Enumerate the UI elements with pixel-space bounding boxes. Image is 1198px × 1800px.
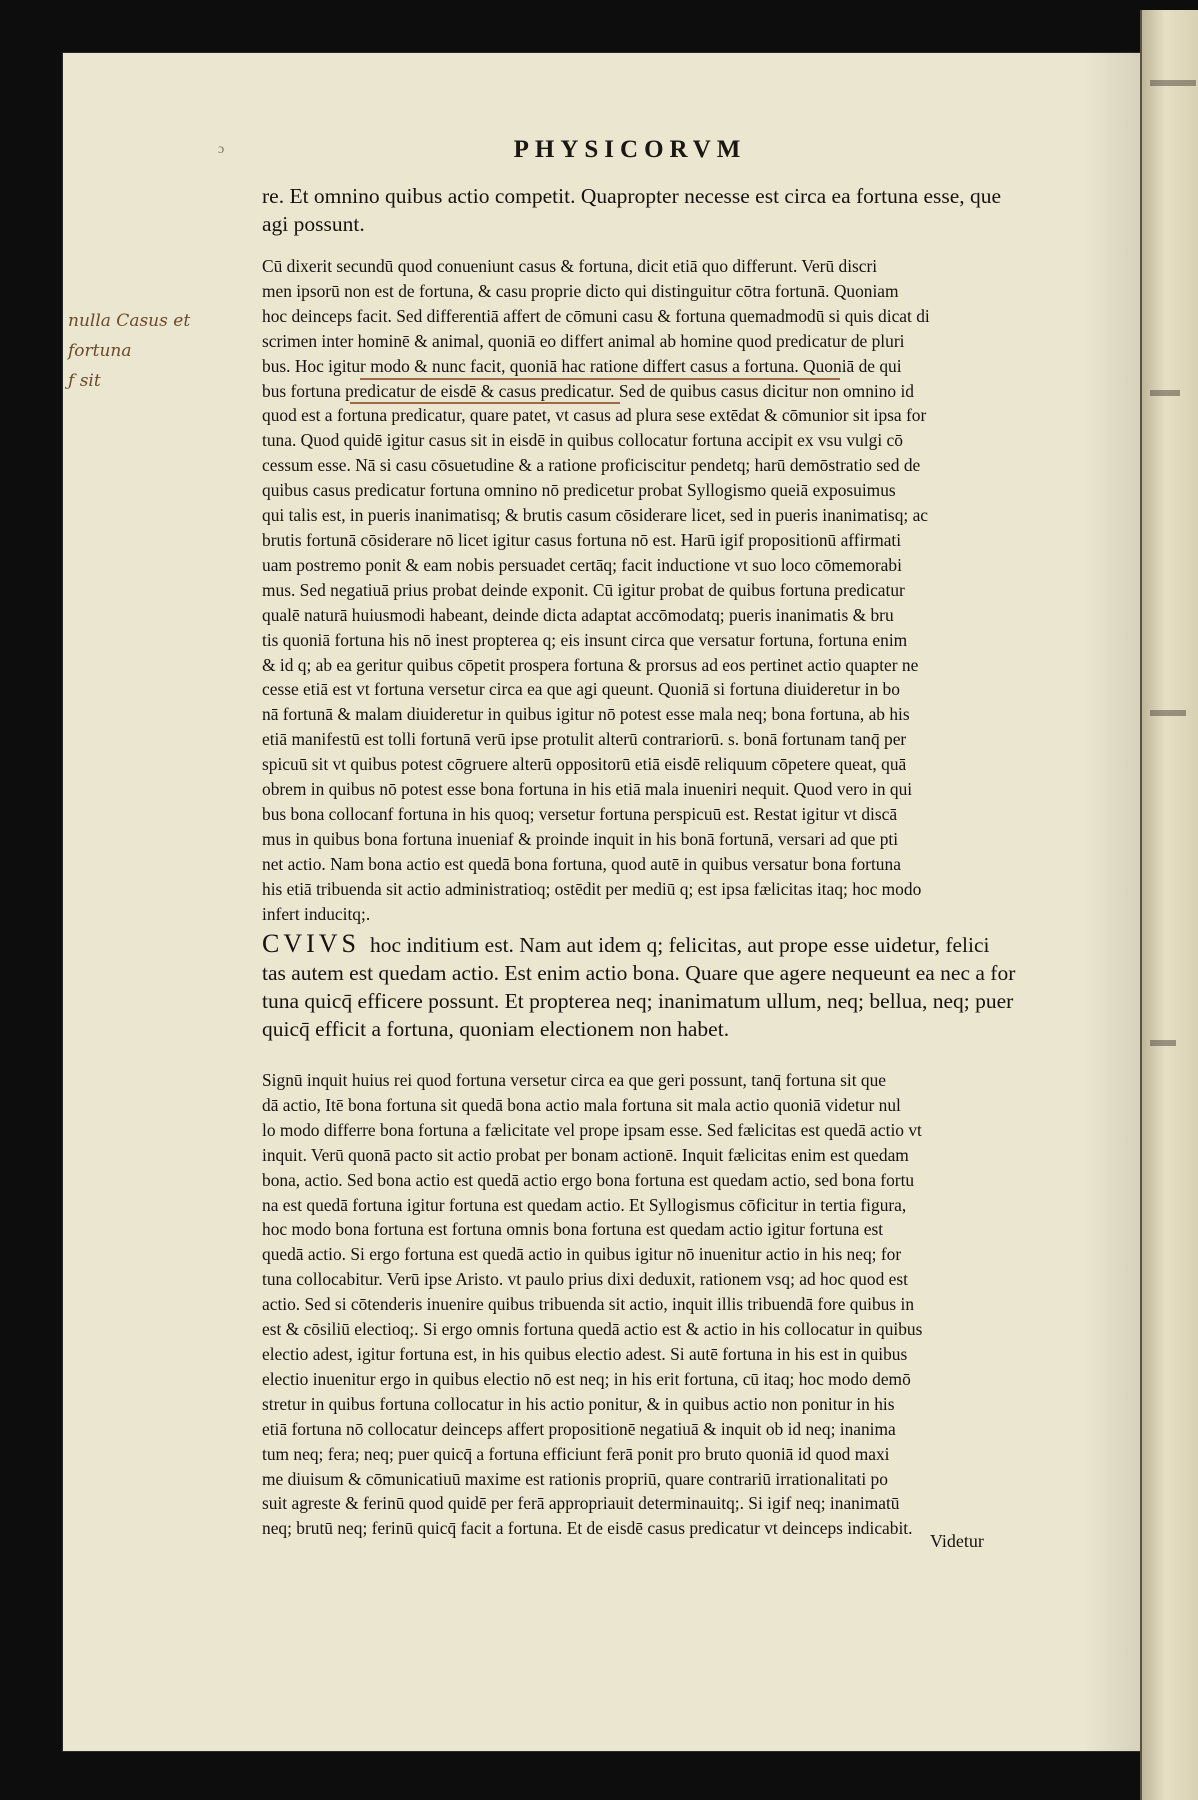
commentary-line: men ipsorū non est de fortuna, & casu proprie dicto qui distinguitur cōtra fortunā. Quoniam [262,280,899,301]
ink-underline [350,402,620,404]
running-head: PHYSICORVM [513,136,747,163]
commentary-line: & id q; ab ea geritur quibus cōpetit prospera fortuna & prorsus ad eos pertinet actio quapter ne [262,654,919,675]
commentary-line: neq; brutū neq; ferinū quicq̄ facit a fortuna. Et de eisdē casus predicatur vt deinceps indicabit. [262,1518,913,1539]
commentary-line: etiā fortuna nō collocatur deinceps affert propositionē negatiuā & inquit ob id neq; inanima [262,1418,896,1439]
commentary-line: actio. Sed si cōtenderis inuenire quibus tribuenda sit actio, inquit illis tribuendā fore quibus in [262,1294,915,1315]
commentary-line: quod est a fortuna predicatur, quare patet, vt casus ad plura sese extēdat & cōmunior sit ipsa for [262,405,927,426]
commentary-line: dā actio, Itē bona fortuna sit quedā bona actio mala fortuna sit mala actio quoniā videtur nul [262,1094,901,1115]
commentary-line: Cū dixerit secundū quod conueniunt casus & fortuna, dicit etiā quo differunt. Verū discri [262,256,878,276]
commentary-line: brutis fortunā cōsiderare nō licet igitur casus fortuna nō est. Harū igif propositionū affirmati [262,529,902,550]
text-line [262,930,1104,959]
commentary-line: nā fortunā & malam diuideretur in quibus igitur nō potest esse mala neq; bona fortuna, ab his [262,704,910,725]
commentary-line: his etiā tribuenda sit actio administratioq; ostēdit per mediū q; est ipsa fælicitas itaq; hoc modo [262,878,922,899]
commentary-line: infert inducitq;. [262,903,371,924]
commentary-line: qualē naturā huiusmodi habeant, deinde dicta adaptat accōmodatq; pueris inanimatis & bru [262,604,894,625]
commentary-line: electio inuenitur ergo in quibus electio nō est neq; in his erit fortuna, cū itaq; hoc modo demō [262,1368,911,1389]
commentary-line: est & cōsiliū electioq;. Si ergo omnis fortuna quedā actio est & actio in his collocatur in quibus [262,1319,923,1340]
text-line-rest: hoc inditium est. Nam aut idem q; felicitas, aut prope esse uidetur, felici [370,933,990,957]
commentary-line: scrimen inter hominē & animal, quoniā eo differt animal ab homine quod predicatur de pluri [262,330,905,351]
commentary-line: tis quoniā fortuna his nō inest propterea q; eis insunt circa que versatur fortuna, fortuna enim [262,629,908,650]
text-line: tas autem est quedam actio. Est enim actio bona. Quare que agere nequeunt ea nec a for [262,961,1016,985]
catchword: Videtur [930,1531,984,1551]
commentary-line: lo modo differre bona fortuna a fælicitate vel prope ipsam esse. Sed fælicitas est quedā actio vt [262,1119,922,1140]
commentary-line: tuna collocabitur. Verū ipse Aristo. vt paulo prius dixi deduxit, rationem vsq; ad hoc quod est [262,1269,908,1290]
commentary-line: electio adest, igitur fortuna est, in his quibus electio adest. Si autē fortuna in his est in quibus [262,1343,908,1364]
commentary-2 [262,1068,1104,1541]
commentary-line: qui talis est, in pueris inanimatisq; & brutis casum cōsiderare licet, sed in pueris inanimatisq; ac [262,505,929,526]
text-line: re. Et omnino quibus actio competit. Quapropter necesse est circa ea fortuna esse, que [262,184,1002,208]
commentary-line: bus bona collocanf fortuna in his quoq; versetur fortuna perspicuū est. Restat igitur vt discā [262,803,898,824]
commentary-line: na est quedā fortuna igitur fortuna est quedam actio. Et Syllogismus cōficitur in tertia figura, [262,1194,907,1215]
text-line: quicq̄ efficit a fortuna, quoniam electionem non habet. [262,1017,730,1041]
ink-underline [360,378,840,380]
aristotle-text-2 [262,930,1104,1043]
commentary-line: suit agreste & ferinū quod quidē per ferā appropriauit determinauitq;. Si igif neq; inanimatū [262,1493,900,1514]
commentary-line: quedā actio. Si ergo fortuna est quedā actio in quibus igitur nō inuenitur actio in his neq; for [262,1244,902,1265]
commentary-line: hoc deinceps facit. Sed differentiā affert de cōmuni casu & fortuna quemadmodū si quis dicat di [262,305,930,326]
commentary-line: tum neq; fera; neq; puer quicq̄ a fortuna efficiunt ferā ponit pro bruto quoniā id quod maxi [262,1443,890,1464]
folio-mark: ɔ [218,142,225,157]
commentary-line: bus fortuna predicatur de eisdē & casus predicatur. Sed de quibus casus dicitur non omnino id [262,380,914,401]
commentary-line: uam postremo ponit & eam nobis persuadet certāq; facit inductione vt suo loco cōmemorabi [262,554,902,575]
commentary-line: tuna. Quod quidē igitur casus sit in eisdē in quibus collocatur fortuna accipit ex vsu vulgi cō [262,430,903,451]
commentary-line: obrem in quibus nō potest esse bona fortuna in his etiā mala inueniri nequit. Quod vero in qui [262,779,913,800]
commentary-line: Signū inquit huius rei quod fortuna versetur circa ea que geri possunt, tanq̄ fortuna sit que [262,1070,886,1090]
text-line: tuna quicq̄ efficere possunt. Et propterea neq; inanimatum ullum, neq; bellua, neq; puer [262,989,1014,1013]
text-line: agi possunt. [262,212,365,236]
commentary-line: bona, actio. Sed bona actio est quedā actio ergo bona fortuna est quedam actio, sed bona fortu [262,1169,915,1190]
commentary-line: net actio. Nam bona actio est quedā bona fortuna, quod autē in quibus versatur bona fortuna [262,853,901,874]
commentary-line: cesse etiā est vt fortuna versetur circa ea que agi queunt. Quoniā si fortuna diuideretur in bo [262,679,900,700]
lemma-word: CVIVS [262,929,361,958]
facing-page-edge [1140,10,1198,1800]
commentary-line: spicuū sit vt quibus potest cōgruere alterū oppositorū etiā eisdē reliquum cōpetere queat, quā [262,754,907,775]
commentary-line: mus in quibus bona fortuna inueniaf & proinde inquit in his bonā fortunā, versari ad que pti [262,828,899,849]
commentary-line: quibus casus predicatur fortuna omnino nō predicetur probat Syllogismo queiā exposuimus [262,480,896,501]
marginal-annotation [68,306,258,396]
commentary-line: inquit. Verū quonā pacto sit actio probat per bonam actionē. Inquit fælicitas enim est quedam [262,1144,909,1165]
margin-note-line: ƒ sit [68,371,101,391]
margin-note-line: nulla Casus et fortuna [68,311,191,361]
commentary-line: stretur in quibus fortuna collocatur in his actio ponitur, & in quibus actio non ponitur in his [262,1393,895,1414]
commentary-line: hoc modo bona fortuna est fortuna omnis bona fortuna est quedam actio igitur fortuna est [262,1219,884,1240]
commentary-line: mus. Sed negatiuā prius probat deinde exponit. Cū igitur probat de quibus fortuna predicatur [262,579,905,600]
commentary-line: etiā manifestū est tolli fortunā verū ipse protulit alterū contrariorū. s. bonā fortunam tanq̄ per [262,729,907,750]
aristotle-text-1 [262,182,1104,238]
commentary-line: cessum esse. Nā si casu cōsuetudine & a ratione proficiscitur pendetq; harū demōstratio sed de [262,455,921,476]
commentary-line: me diuisum & cōmunicatiuū maxime est rationis propriū, quare contrariū irrationalitati po [262,1468,888,1489]
commentary-line: bus. Hoc igitur modo & nunc facit, quoniā hac ratione differt casus a fortuna. Quoniā de qui [262,355,902,376]
commentary-1 [262,254,1104,926]
